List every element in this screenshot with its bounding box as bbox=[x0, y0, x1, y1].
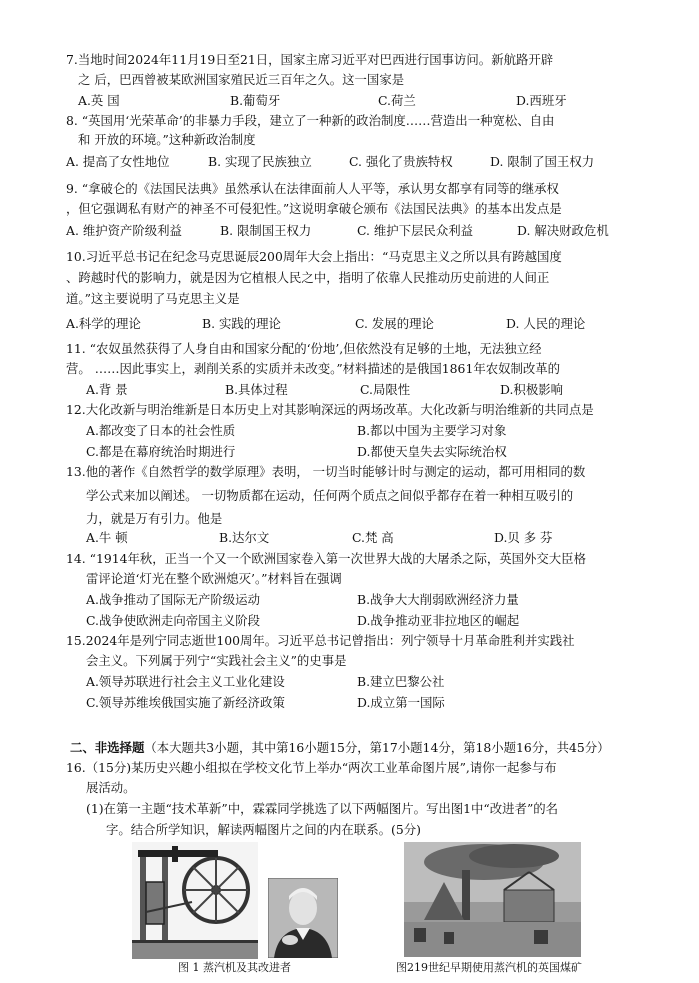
q12-option-c: C.都是在幕府统治时期进行 bbox=[86, 444, 236, 459]
q15-stem-line2: 会主义。下列属于列宁“实践社会主义”的史事是 bbox=[86, 653, 347, 668]
section2-heading bbox=[70, 742, 610, 754]
q10-option-c: C. 发展的理论 bbox=[355, 316, 434, 331]
q7-option-c: C.荷兰 bbox=[378, 93, 416, 108]
q15-option-c: C.领导苏维埃俄国实施了新经济政策 bbox=[86, 695, 285, 710]
steam-engine-drawing bbox=[132, 842, 258, 959]
figure2-coal-mine-image bbox=[404, 842, 581, 957]
q7-option-d: D.西班牙 bbox=[516, 93, 567, 108]
q8-stem-line1: 8. “英国用‘光荣革命’的非暴力手段，建立了一种新的政治制度……营造出一种宽松、自由 bbox=[66, 113, 555, 128]
q16-stem-line2: 展活动。 bbox=[86, 780, 136, 795]
q13-option-d: D.贝 多 芬 bbox=[494, 530, 553, 545]
q16-sub1-line1: (1)在第一主题“技术革新”中，霖霖同学挑选了以下两幅图片。写出图1中“改进者”的名 bbox=[86, 801, 559, 816]
q13-stem-line1: 13.他的著作《自然哲学的数学原理》表明， 一切当时能够计时与测定的运动，都可用相同的数 bbox=[66, 464, 586, 479]
q15-option-a: A.领导苏联进行社会主义工业化建设 bbox=[86, 674, 285, 689]
q13-stem-line2: 学公式来加以阐述。 一切物质都在运动，任何两个质点之间似乎都存在着一种相互吸引的 bbox=[86, 488, 574, 503]
q15-option-d: D.成立第一国际 bbox=[357, 695, 445, 710]
q7-option-b: B.葡萄牙 bbox=[230, 93, 281, 108]
q12-option-a: A.都改变了日本的社会性质 bbox=[86, 423, 236, 438]
q11-stem-line1: 11. “农奴虽然获得了人身自由和国家分配的‘份地’,但依然没有足够的土地，无法独立经 bbox=[66, 341, 542, 356]
q11-option-c: C.局限性 bbox=[360, 382, 411, 397]
figure1-steam-engine-image bbox=[132, 842, 258, 959]
q16-sub1-line2: 字。结合所学知识，解读两幅图片之间的内在联系。(5分) bbox=[106, 822, 421, 837]
q14-option-d: D.战争推动亚非拉地区的崛起 bbox=[357, 613, 520, 628]
q9-stem-line2: ，但它强调私有财产的神圣不可侵犯性。”这说明拿破仑颁布《法国民法典》的基本出发点是 bbox=[66, 201, 562, 216]
figure1-portrait-image bbox=[268, 878, 338, 958]
q14-stem-line1: 14. “1914年秋，正当一个又一个欧洲国家卷入第一次世界大战的大屠杀之际，英国外交大臣格 bbox=[66, 551, 586, 566]
q13-option-a: A.牛 顿 bbox=[86, 530, 128, 545]
q8-option-b: B. 实现了民族独立 bbox=[208, 154, 312, 169]
figure2-caption: 图219世纪早期使用蒸汽机的英国煤矿 bbox=[396, 961, 582, 974]
q9-option-a: A. 维护资产阶级利益 bbox=[66, 223, 182, 238]
q8-option-c: C. 强化了贵族特权 bbox=[349, 154, 453, 169]
q10-option-d: D. 人民的理论 bbox=[506, 316, 586, 331]
q10-stem-line3: 道。”这主要说明了马克思主义是 bbox=[66, 291, 240, 306]
q14-option-c: C.战争使欧洲走向帝国主义阶段 bbox=[86, 613, 261, 628]
q9-option-b: B. 限制国王权力 bbox=[220, 223, 312, 238]
q10-option-b: B. 实践的理论 bbox=[202, 316, 281, 331]
q11-option-d: D.积极影响 bbox=[500, 382, 563, 397]
q7-stem-line2: 之 后，巴西曾被某欧洲国家殖民近三百年之久。这一国家是 bbox=[78, 72, 405, 87]
q7-option-a: A.英 国 bbox=[78, 93, 120, 108]
q15-stem-line1: 15.2024年是列宁同志逝世100周年。习近平总书记曾指出：列宁领导十月革命胜利并实践社 bbox=[66, 633, 575, 648]
q15-option-b: B.建立巴黎公社 bbox=[357, 674, 445, 689]
q11-stem-line2: 营。 ……因此事实上，剥削关系的实质并未改变。”材料描述的是俄国1861年农奴制改革的 bbox=[66, 361, 561, 376]
q14-option-a: A.战争推动了国际无产阶级运动 bbox=[86, 592, 260, 607]
q9-option-d: D. 解决财政危机 bbox=[517, 223, 609, 238]
figure1-caption: 图 1 蒸汽机及其改进者 bbox=[178, 961, 291, 974]
q13-option-b: B.达尔文 bbox=[219, 530, 270, 545]
q13-stem-line3: 力，就是万有引力。他是 bbox=[86, 511, 223, 526]
q9-stem-line1: 9. “拿破仑的《法国民法典》虽然承认在法律面前人人平等，承认男女都享有同等的继承权 bbox=[66, 181, 559, 196]
q12-option-b: B.都以中国为主要学习对象 bbox=[357, 423, 507, 438]
q13-option-c: C.梵 高 bbox=[352, 530, 394, 545]
q12-option-d: D.都使天皇失去实际统治权 bbox=[357, 444, 507, 459]
q9-option-c: C. 维护下层民众利益 bbox=[357, 223, 474, 238]
q10-stem-line2: 、跨越时代的影响力，就是因为它植根人民之中，指明了依靠人民推动历史前进的人间正 bbox=[66, 270, 550, 285]
q8-option-a: A. 提高了女性地位 bbox=[66, 154, 170, 169]
portrait-drawing bbox=[268, 878, 338, 958]
section2-heading-rest: （本大题共3小题，其中第16小题15分，第17小题14分，第18小题16分，共45分） bbox=[144, 740, 610, 755]
q7-stem-line1: 7.当地时间2024年11月19日至21日，国家主席习近平对巴西进行国事访问。新航路开辟 bbox=[66, 52, 554, 67]
q14-option-b: B.战争大大削弱欧洲经济力量 bbox=[357, 592, 519, 607]
q16-stem-line1: 16.（15分)某历史兴趣小组拟在学校文化节上举办“两次工业革命图片展”,请你一起参与布 bbox=[66, 760, 557, 775]
coal-mine-drawing bbox=[404, 842, 581, 957]
q10-option-a: A.科学的理论 bbox=[66, 316, 141, 331]
q14-stem-line2: 雷评论道‘灯光在整个欧洲熄灭’。”材料旨在强调 bbox=[86, 571, 342, 586]
q8-option-d: D. 限制了国王权力 bbox=[490, 154, 595, 169]
section2-heading-bold: 二、非选择题 bbox=[70, 740, 145, 755]
q11-option-a: A.背 景 bbox=[86, 382, 128, 397]
q12-stem-line1: 12.大化改新与明治维新是日本历史上对其影响深远的两场改革。大化改新与明治维新的共同点是 bbox=[66, 402, 594, 417]
q11-option-b: B.具体过程 bbox=[225, 382, 288, 397]
q8-stem-line2: 和 开放的环境。”这种新政治制度 bbox=[78, 132, 256, 147]
q10-stem-line1: 10.习近平总书记在纪念马克思诞辰200周年大会上指出：“马克思主义之所以具有跨越国度 bbox=[66, 249, 562, 264]
